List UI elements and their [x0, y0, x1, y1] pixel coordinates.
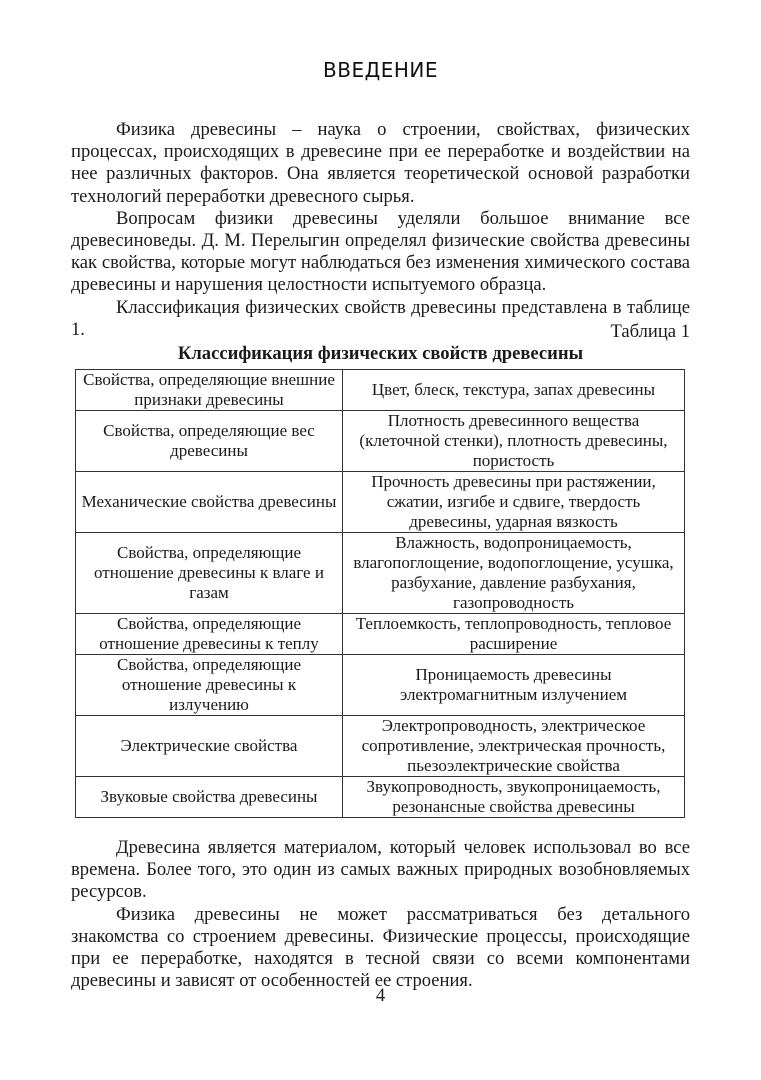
table-row [76, 716, 685, 777]
table-row [76, 777, 685, 818]
section-heading: ВВЕДЕНИЕ [323, 58, 438, 82]
paragraph: Физика древесины не может рассматриваться без детального знакомства со строением древесины. Физические процессы, происходящие при ее переработке, находятся в тесной связи со всеми компонентами древесины и зависят от особенностей ее строения. [71, 903, 690, 992]
properties-table [75, 369, 685, 818]
category-cell: Свойства, определяющие отношение древесины к теплу [76, 614, 343, 655]
intro-text [71, 119, 690, 341]
properties-cell: Плотность древесинного вещества (клеточной стенки), плотность древесины, пористость [343, 411, 685, 472]
table-number-label: Таблица 1 [610, 321, 690, 342]
page-number: 4 [375, 985, 386, 1006]
properties-cell: Электропроводность, электрическое сопротивление, электрическая прочность, пьезоэлектрические свойства [343, 716, 685, 777]
table-row [76, 614, 685, 655]
properties-cell: Прочность древесины при растяжении, сжатии, изгибе и сдвиге, твердость древесины, ударная вязкость [343, 472, 685, 533]
paragraph: Физика древесины – наука о строении, свойствах, физических процессах, происходящих в древесине при ее переработке и воздействии на нее различных факторов. Она является теоретической основой разработки технологий переработки древесного сырья. [71, 119, 690, 207]
properties-cell: Звукопроводность, звукопроницаемость, резонансные свойства древесины [343, 777, 685, 818]
table-row [76, 533, 685, 614]
category-cell: Свойства, определяющие отношение древесины к излучению [76, 655, 343, 716]
category-cell: Звуковые свойства древесины [76, 777, 343, 818]
table-row [76, 370, 685, 411]
category-cell: Свойства, определяющие внешние признаки древесины [76, 370, 343, 411]
table-row [76, 655, 685, 716]
table-row [76, 411, 685, 472]
table-title: Классификация физических свойств древесины [177, 343, 584, 364]
category-cell: Электрические свойства [76, 716, 343, 777]
paragraph: Древесина является материалом, который человек использовал во все времена. Более того, это один из самых важных природных возобновляемых ресурсов. [71, 837, 690, 903]
outro-text [71, 837, 690, 992]
properties-cell: Влажность, водопроницаемость, влагопоглощение, водопоглощение, усушка, разбухание, давление разбухания, газопроводность [343, 533, 685, 614]
properties-cell: Цвет, блеск, текстура, запах древесины [343, 370, 685, 411]
paragraph: Классификация физических свойств древесины представлена в таблице 1. [71, 296, 690, 340]
category-cell: Свойства, определяющие отношение древесины к влаге и газам [76, 533, 343, 614]
properties-cell: Проницаемость древесины электромагнитным излучением [343, 655, 685, 716]
category-cell: Свойства, определяющие вес древесины [76, 411, 343, 472]
category-cell: Механические свойства древесины [76, 472, 343, 533]
paragraph: Вопросам физики древесины уделяли большое внимание все древесиноведы. Д. М. Перелыгин определял физические свойства древесины как свойства, которые могут наблюдаться без изменения химического состава древесины и нарушения целостности испытуемого образца. [71, 207, 690, 296]
table-row [76, 472, 685, 533]
properties-cell: Теплоемкость, теплопроводность, тепловое расширение [343, 614, 685, 655]
